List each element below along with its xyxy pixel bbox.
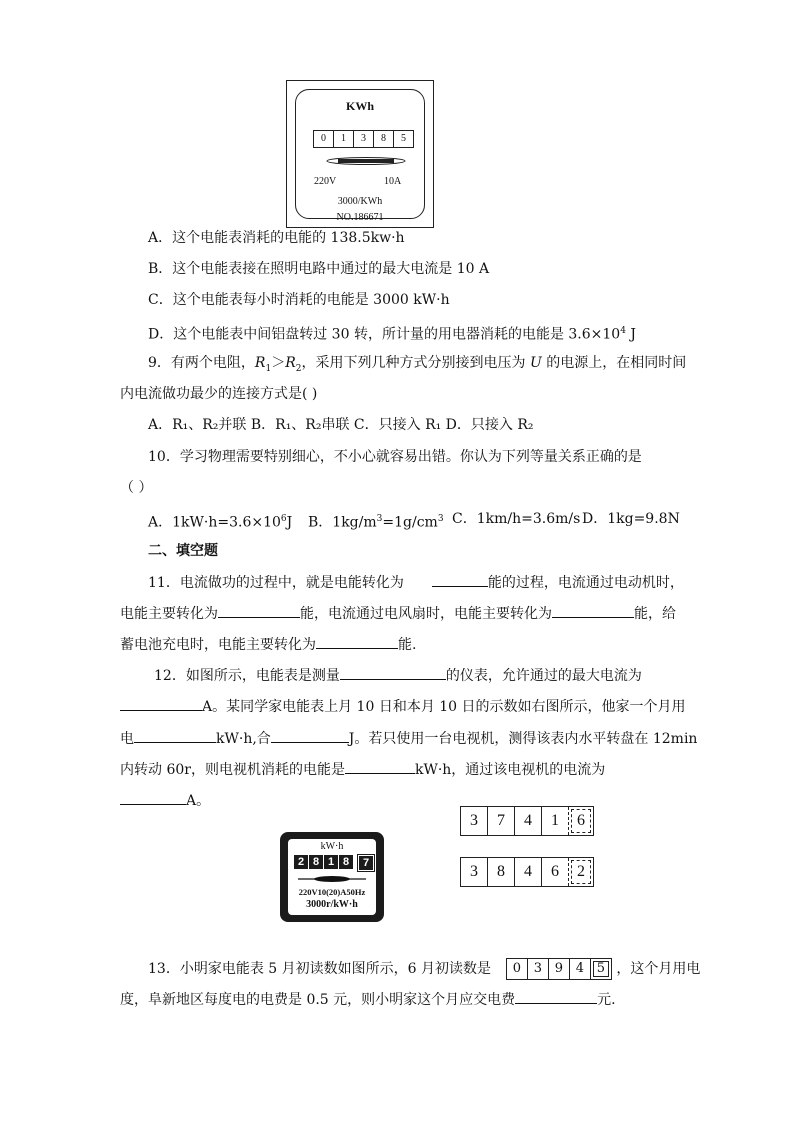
reading-digit: 9 [549, 959, 570, 979]
meter-current: 10A [384, 176, 402, 187]
reading-digit: 8 [488, 858, 515, 886]
q12-line3: 电 kW·h,合 J。若只使用一台电视机，测得该表内水平转盘在 12min [120, 728, 697, 749]
q9-stem: 9．有两个电阻，$R_1>R_2$，采用下列几种方式分别接到电压为 U 的电源上，在相同时间 [148, 355, 687, 374]
meter-serial: NO.186671 [336, 212, 384, 223]
meter-digit: 3 [354, 131, 374, 147]
meter-voltage: 220V [314, 176, 337, 187]
reading-digit: 0 [507, 959, 528, 979]
q10-stem: 10．学习物理需要特别细心，不小心就容易出错。你认为下列等量关系正确的是 [148, 449, 642, 465]
q10-stem-line2: （ ） [120, 480, 153, 496]
answer-blank[interactable] [345, 759, 415, 774]
meter-digit: 7 [358, 855, 374, 871]
meter-rate: 3000/KWh [337, 196, 383, 207]
meter-face [288, 839, 376, 915]
answer-blank[interactable] [340, 665, 446, 680]
meter-digit: 1 [334, 131, 354, 147]
q9-stem-line2: 内电流做功最少的连接方式是( ) [120, 386, 318, 402]
meter-digits [313, 130, 414, 148]
q11-line2: 电能主要转化为 能，电流通过电风扇时，电能主要转化为 能，给 [120, 603, 676, 624]
meter-unit: kW·h [320, 841, 344, 852]
answer-blank[interactable] [120, 696, 202, 711]
reading-digit: 4 [570, 959, 591, 979]
q8-option-b: B．这个电能表接在照明电路中通过的最大电流是 10 A [148, 261, 490, 277]
meter-unit: KWh [345, 99, 374, 113]
answer-blank[interactable] [134, 728, 216, 743]
reading-digit-decimal: 6 [569, 807, 593, 835]
q12-line5: A。 [120, 790, 210, 811]
q12-line2: A。某同学家电能表上月 10 日和本月 10 日的示数如右图所示，他家一个月用 [120, 696, 686, 717]
q9-options: A．R₁、R₂并联 B．R₁、R₂串联 C．只接入 R₁ D．只接入 R₂ [148, 417, 534, 433]
meter-digit: 5 [401, 133, 406, 144]
q10-option-c: C．1km/h=3.6m/s [452, 511, 581, 527]
q13-line2: 度，阜新地区每度电的电费是 0.5 元，则小明家这个月应交电费 元. [120, 989, 616, 1010]
answer-blank[interactable] [120, 790, 186, 805]
meter-digits [294, 855, 375, 871]
q10-option-d: D．1kg=9.8N [582, 511, 680, 527]
rotating-disc-icon [326, 156, 406, 166]
answer-blank[interactable] [271, 728, 349, 743]
q11-line1: 11．电流做功的过程中，就是电能转化为 能的过程，电流通过电动机时， [148, 572, 684, 593]
reading-box-this-month [460, 857, 594, 887]
meter-digit: 8 [374, 131, 394, 147]
answer-blank[interactable] [432, 572, 488, 587]
rotating-disc-icon [296, 873, 368, 885]
reading-digit: 6 [542, 858, 569, 886]
answer-blank[interactable] [316, 634, 398, 649]
meter-digit: 2 [294, 855, 308, 869]
answer-blank[interactable] [552, 603, 634, 618]
q8-option-d: D．这个电能表中间铝盘转过 30 转，所计量的用电器消耗的电能是 $3.6\times 10^4$ J [148, 326, 636, 343]
q8-option-c: C．这个电能表每小时消耗的电能是 3000 kW·h [148, 292, 450, 308]
meter-digit: 8 [309, 855, 323, 869]
answer-blank[interactable] [218, 603, 300, 618]
meter-face [295, 89, 425, 223]
answer-blank[interactable] [515, 989, 597, 1004]
q8-option-a: A．这个电能表消耗的电能的 138.5kw·h [148, 230, 405, 246]
q13-line1: 13．小明家电能表 5 月初读数如图所示，6 月初读数是 0 3 9 4 5 ，这个月用电 [148, 958, 700, 980]
meter-figure-1 [286, 80, 434, 228]
meter-digit: 0 [314, 131, 334, 147]
meter-digit: 1 [324, 855, 338, 869]
section-title: 二、填空题 [148, 543, 218, 559]
reading-digit: 4 [515, 858, 542, 886]
q10-option-a: A．$1kW\cdot h=3.6\times 10^6J$ [148, 514, 293, 531]
meter-spec: 220V10(20)A50Hz [298, 887, 366, 897]
meter-digit: 8 [339, 855, 353, 869]
reading-digit: 7 [488, 807, 515, 835]
reading-digit: 4 [515, 807, 542, 835]
reading-digit: 1 [542, 807, 569, 835]
meter-figure-2 [280, 832, 384, 922]
reading-digit-decimal: 2 [569, 858, 593, 886]
reading-digit: 3 [528, 959, 549, 979]
june-reading-box [506, 958, 612, 980]
q12-line1: 12．如图所示，电能表是测量 的仪表，允许通过的最大电流为 [154, 665, 642, 686]
meter-rate: 3000r/kW·h [306, 899, 358, 910]
q10-option-b: B．$1kg/m^3=1g/cm^3$ [308, 514, 444, 531]
reading-digit: 3 [461, 807, 488, 835]
reading-digit-decimal: 5 [591, 959, 611, 979]
reading-digit: 3 [461, 858, 488, 886]
reading-box-last-month [460, 806, 594, 836]
q12-line4: 内转动 60r，则电视机消耗的电能是 kW·h，通过该电视机的电流为 [120, 759, 605, 780]
q11-line3: 蓄电池充电时，电能主要转化为 能. [120, 634, 416, 655]
